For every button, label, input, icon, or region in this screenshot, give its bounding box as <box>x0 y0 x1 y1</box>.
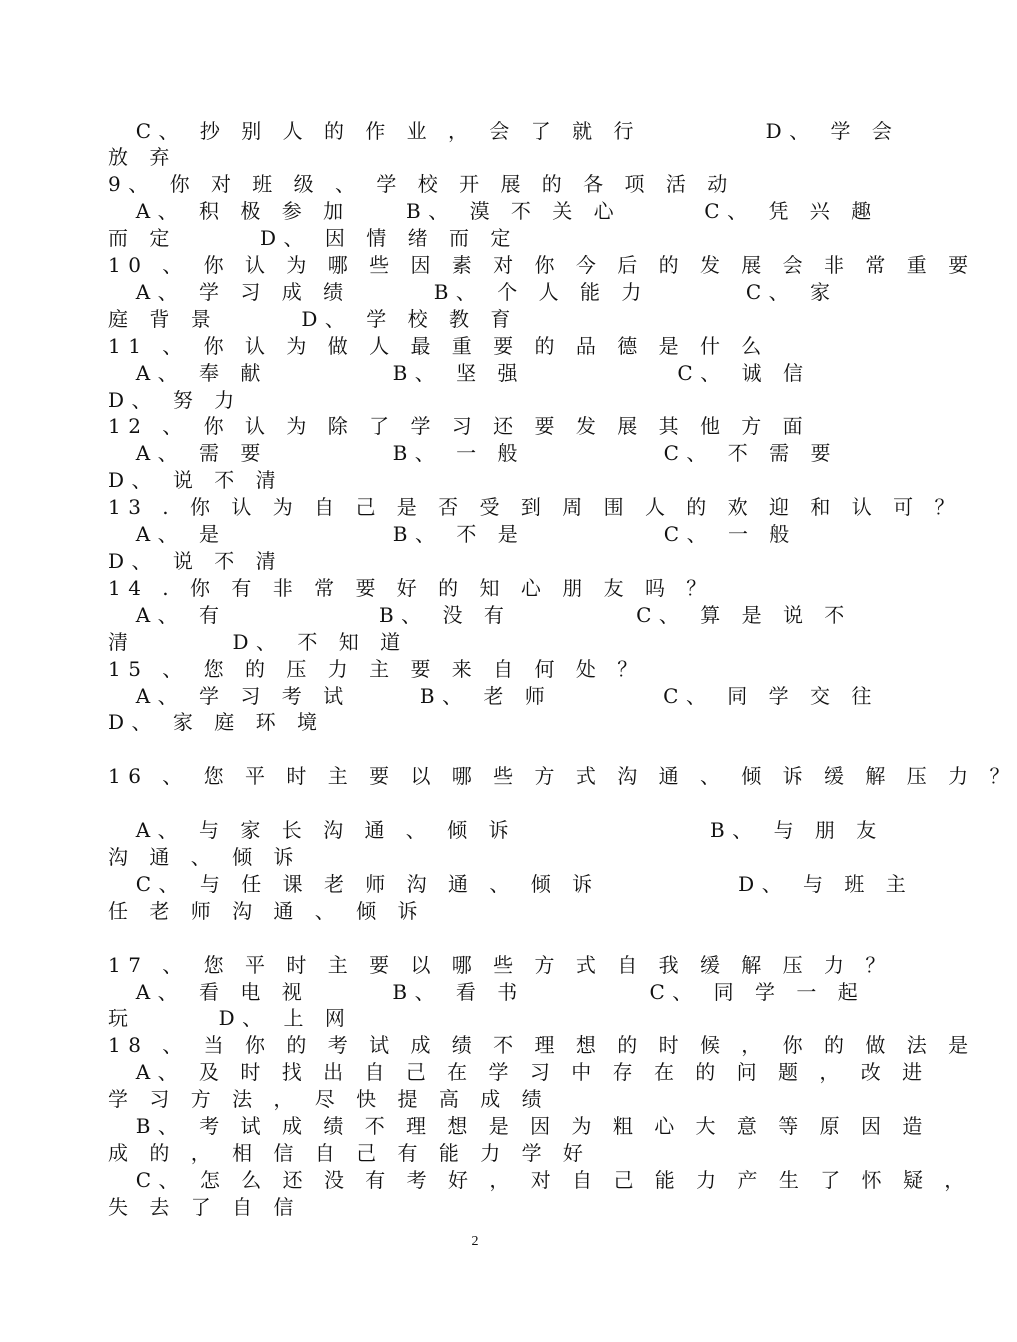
text-line: 9、 你 对 班 级 、 学 校 开 展 的 各 项 活 动 <box>108 172 735 196</box>
text-line: C、 抄 别 人 的 作 业 ， 会 了 就 行 D、 学 会 <box>108 119 900 143</box>
text-line: 任 老 师 沟 通 、 倾 诉 <box>108 899 426 923</box>
text-line: C、 与 任 课 老 师 沟 通 、 倾 诉 D、 与 班 主 <box>108 872 914 896</box>
text-line: 而 定 D、 因 情 绪 而 定 <box>108 226 518 250</box>
page-number: 2 <box>471 1234 479 1249</box>
text-line: 13 . 你 认 为 自 己 是 否 受 到 周 围 人 的 欢 迎 和 认 可 ？ <box>108 495 962 519</box>
text-line: C、 怎 么 还 没 有 考 好 ， 对 自 己 能 力 产 生 了 怀 疑 ， <box>108 1168 972 1192</box>
text-line: A、 有 B、 没 有 C、 算 是 说 不 <box>108 603 852 627</box>
text-line: 10 、 你 认 为 哪 些 因 素 对 你 今 后 的 发 展 会 非 常 重 要 <box>108 253 976 277</box>
text-line: 17 、 您 平 时 主 要 以 哪 些 方 式 自 我 缓 解 压 力 ？ <box>108 953 893 977</box>
text-line: A、 学 习 考 试 B、 老 师 C、 同 学 交 往 <box>108 684 879 708</box>
text-line: 16 、 您 平 时 主 要 以 哪 些 方 式 沟 通 、 倾 诉 缓 解 压 力 ？ <box>108 764 1017 788</box>
text-line: D、 家 庭 环 境 <box>108 710 325 734</box>
text-line: 玩 D、 上 网 <box>108 1006 353 1030</box>
text-line: 18 、 当 你 的 考 试 成 绩 不 理 想 的 时 候 ， 你 的 做 法 是 <box>108 1033 976 1057</box>
text-line: A、 与 家 长 沟 通 、 倾 诉 B、 与 朋 友 <box>108 818 884 842</box>
text-line: A、 是 B、 不 是 C、 一 般 <box>108 522 797 546</box>
text-line: 沟 通 、 倾 诉 <box>108 845 301 869</box>
text-line: 15 、 您 的 压 力 主 要 来 自 何 处 ？ <box>108 657 645 681</box>
text-line: 清 D、 不 知 道 <box>108 630 408 654</box>
text-line: A、 积 极 参 加 B、 漠 不 关 心 C、 凭 兴 趣 <box>108 199 879 223</box>
text-line: 庭 背 景 D、 学 校 教 育 <box>108 307 518 331</box>
text-line: A、 奉 献 B、 坚 强 C、 诚 信 <box>108 361 811 385</box>
text-line: D、 说 不 清 <box>108 549 284 573</box>
text-line: 失 去 了 自 信 <box>108 1195 301 1219</box>
text-line: A、 及 时 找 出 自 己 在 学 习 中 存 在 的 问 题 ， 改 进 <box>108 1060 930 1084</box>
text-line: 放 弃 <box>108 145 177 169</box>
text-line: A、 学 习 成 绩 B、 个 人 能 力 C、 家 <box>108 280 838 304</box>
text-line: 成 的 ， 相 信 自 己 有 能 力 学 好 <box>108 1141 591 1165</box>
text-line: D、 努 力 <box>108 388 242 412</box>
text-line: 学 习 方 法 ， 尽 快 提 高 成 绩 <box>108 1087 550 1111</box>
text-line: 14 . 你 有 非 常 要 好 的 知 心 朋 友 吗 ？ <box>108 576 714 600</box>
text-line: D、 说 不 清 <box>108 468 284 492</box>
text-line: A、 需 要 B、 一 般 C、 不 需 要 <box>108 441 838 465</box>
text-line: B、 考 试 成 绩 不 理 想 是 因 为 粗 心 大 意 等 原 因 造 <box>108 1114 930 1138</box>
text-line: A、 看 电 视 B、 看 书 C、 同 学 一 起 <box>108 980 866 1004</box>
text-line: 12 、 你 认 为 除 了 学 习 还 要 发 展 其 他 方 面 <box>108 414 811 438</box>
text-line: 11 、 你 认 为 做 人 最 重 要 的 品 德 是 什 么 <box>108 334 769 358</box>
